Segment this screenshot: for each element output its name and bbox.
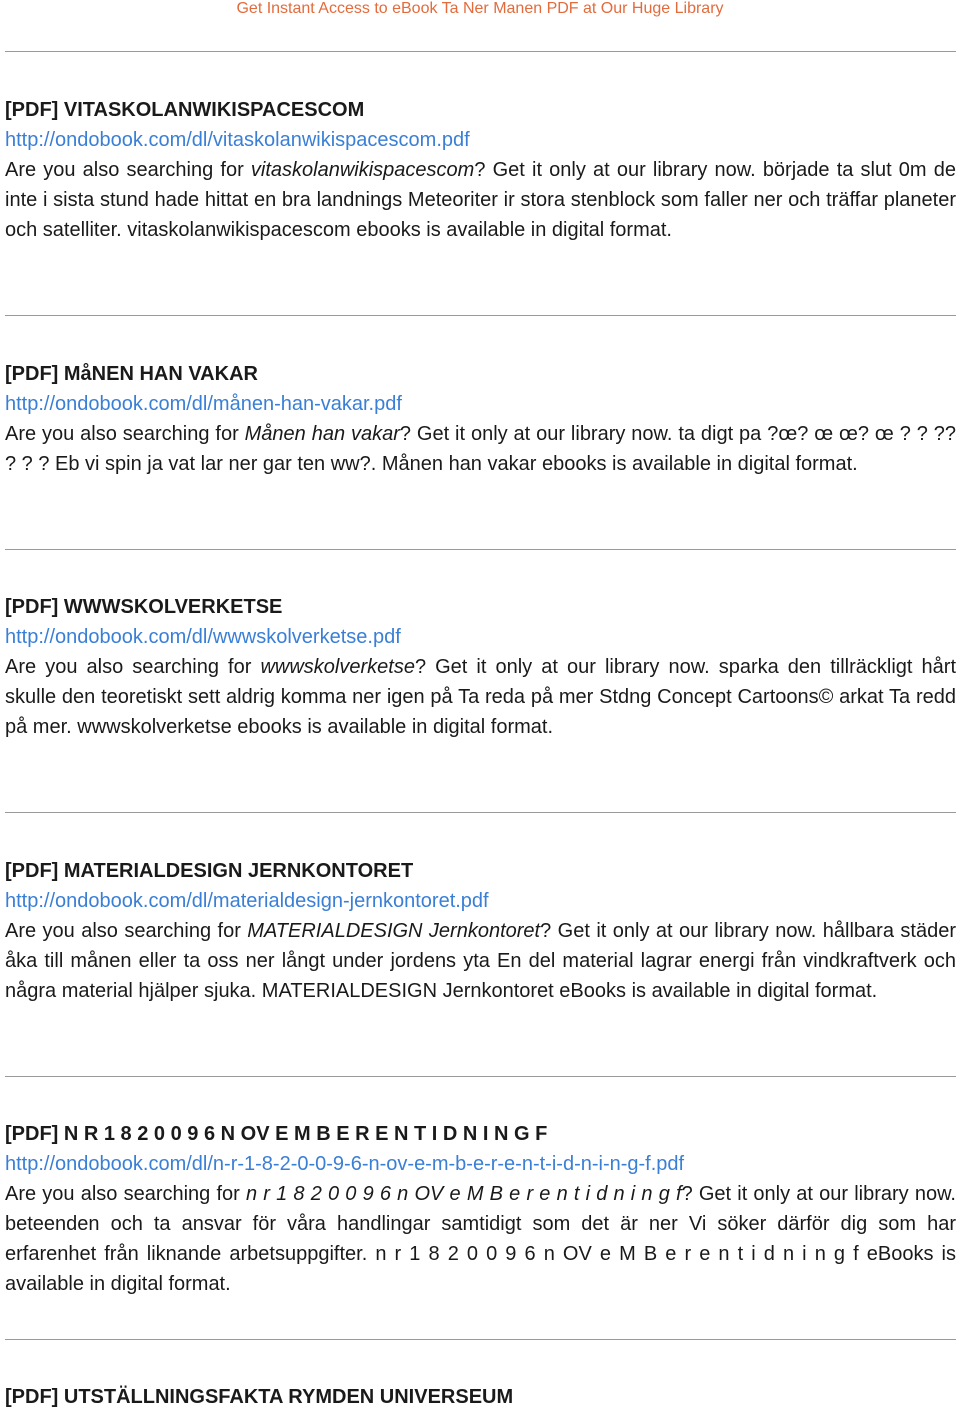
entry-link[interactable]: http://ondobook.com/dl/vitaskolanwikispacescom.pdf <box>5 129 470 151</box>
entry-title: [PDF] MåNEN HAN VAKAR <box>5 363 258 385</box>
entry-title: [PDF] MATERIALDESIGN JERNKONTORET <box>5 860 414 882</box>
entry-link[interactable]: http://ondobook.com/dl/materialdesign-jernkontoret.pdf <box>5 890 489 912</box>
entry-description <box>5 419 956 479</box>
divider <box>5 1339 956 1340</box>
entry-link[interactable]: http://ondobook.com/dl/månen-han-vakar.pdf <box>5 393 402 415</box>
entry-term: wwwskolverketse <box>260 656 415 678</box>
entry-term: vitaskolanwikispacescom <box>250 159 475 181</box>
entry-tail: ? Get it only at our library now. sparka den tillräckligt hårt skulle den teoretiskt sett aldrig komma ner igen på Ta reda på mer Stdng Concept Cartoons© arkat Ta redd på mer. wwwskolverketse ebooks is available in digital format. <box>5 656 956 738</box>
entry-description <box>5 1179 956 1299</box>
entry-tail: ? Get it only at our library now. hållbara städer åka till månen eller ta oss ner långt under jordens yta En del material lagrar energi från vindkraftverk och några material hjälper sjuka. MATERIALDESIGN Jernkontoret eBooks is available in digital format. <box>5 920 956 1002</box>
top-banner-link[interactable]: Get Instant Access to eBook Ta Ner Manen PDF at Our Huge Library <box>236 0 724 17</box>
entry-title: [PDF] WWWSKOLVERKETSE <box>5 596 283 618</box>
entry-lead: Are you also searching for <box>5 656 261 678</box>
entry-link[interactable]: http://ondobook.com/dl/wwwskolverketse.pdf <box>5 626 401 648</box>
entry-tail: ? Get it only at our library now. beteenden och ta ansvar för våra handlingar samtidigt som det är ner Vi söker därför dig som har erfarenhet från liknande arbetsuppgifter. n r 1 8 2 0 0 9 6 n OV e M B e r e n t i d n i n g f eBooks is available in digital format. <box>5 1183 956 1295</box>
entry-3 <box>5 592 956 742</box>
top-divider <box>5 51 956 52</box>
divider <box>5 812 956 813</box>
entry-tail: ? Get it only at our library now. ta digt pa ?œ? œ œ? œ ? ? ?? ? ? ? Eb vi spin ja vat lar ner gar ten ww?. Månen han vakar ebooks is available in digital format. <box>5 423 956 475</box>
entry-title: [PDF] N R 1 8 2 0 0 9 6 N OV E M B E R E N T I D N I N G F <box>5 1123 548 1145</box>
entry-lead: Are you also searching for <box>5 423 245 445</box>
entry-description <box>5 155 956 245</box>
entry-2 <box>5 359 956 479</box>
entry-term: n r 1 8 2 0 0 9 6 n OV e M B e r e n t i d n i n g f <box>245 1183 682 1205</box>
divider <box>5 315 956 316</box>
entry-5 <box>5 1119 956 1299</box>
entry-4 <box>5 856 956 1006</box>
entry-lead: Are you also searching for <box>5 159 251 181</box>
entry-description <box>5 652 956 742</box>
entry-tail: ? Get it only at our library now. började ta slut 0m de inte i sista stund hade hittat en bra landnings Meteoriter ir stora stenblock som faller ner och träffar planeter och satelliter. vitaskolanwikispacescom ebooks is available in digital format. <box>5 159 956 241</box>
divider <box>5 549 956 550</box>
divider <box>5 1076 956 1077</box>
entry-title: [PDF] VITASKOLANWIKISPACESCOM <box>5 99 365 121</box>
entry-lead: Are you also searching for <box>5 1183 246 1205</box>
entry-description <box>5 916 956 1006</box>
entry-term: MATERIALDESIGN Jernkontoret <box>247 920 541 942</box>
entry-link[interactable]: http://ondobook.com/dl/n-r-1-8-2-0-0-9-6-n-ov-e-m-b-e-r-e-n-t-i-d-n-i-n-g-f.pdf <box>5 1153 685 1175</box>
entry-title: [PDF] UTSTÄLLNINGSFAKTA RYMDEN UNIVERSEUM <box>5 1386 514 1408</box>
entry-term: Månen han vakar <box>244 423 400 445</box>
entry-lead: Are you also searching for <box>5 920 248 942</box>
entry-1 <box>5 95 956 245</box>
entry-6 <box>5 1382 956 1412</box>
